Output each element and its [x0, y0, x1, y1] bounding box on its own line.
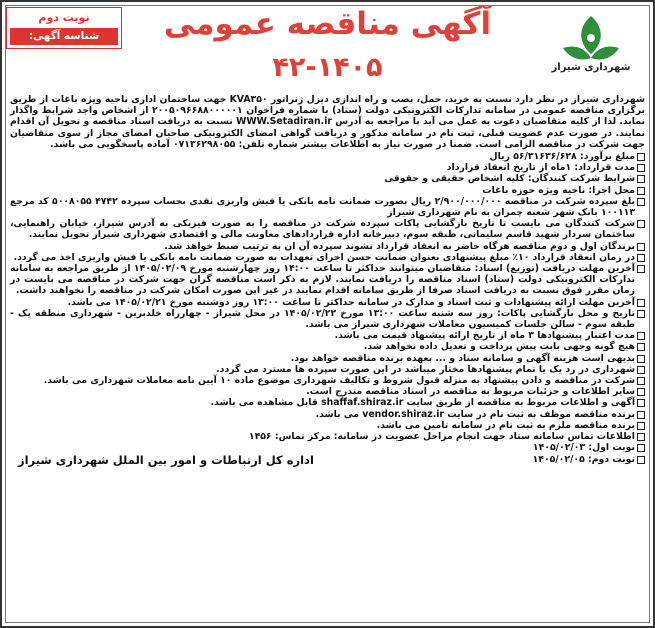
signature: اداره کل ارتباطات و امور بین الملل شهرداری شیراز — [18, 452, 314, 467]
list-item: سایر اطلاعات و جزئیات مربوط به مناقصه در اسناد مناقصه مندرج است. — [10, 386, 645, 397]
list-item: بدیهی است هزینه آگهی و سامانه ستاد و ... بعهده برنده مناقصه خواهد بود. — [10, 353, 645, 364]
notice-round: نوبت دوم — [38, 11, 90, 24]
list-item: شرایط شرکت کنندگان: کلیه اشخاص حقیقی و حقوقی — [10, 173, 645, 184]
intro-paragraph: شهرداری شیراز در نظر دارد نسبت به خرید، حمل، نصب و راه اندازی دیزل ژنراتور KVA۳۵۰ جهت ساختمان اداری ناحیه ویژه باغات از طریق برگزاری مناقصه عمومی در سامانه تدارکات الکترونیکی دولت (ستاد) با شماره فراخوان ۲۰۰۵۰۹۶۶۸۸۰۰۰۰۰۱ از اشخاص واجد شرایط واگذار نماید. لذا از کلیه متقاضیان دعوت به عمل می آید با مراجعه به آدرس WWW.Setadiran.ir نسبت به دریافت اسناد مناقصه و تحویل آن اقدام نمایند. در صورت عدم عضویت قبلی، ثبت نام در سامانه مذکور و دریافت گواهی امضای الکترونیکی صاحبان امضای مجاز از سوی متقاضیان جهت شرکت در مناقصه الزامی است. ضمنا در صورت نیاز به اطلاعات بیشتر شماره تلفن: ۰۷۱۳۶۲۹۸۰۵۵ آماده پاسخگویی می باشد. — [10, 94, 646, 150]
list-item: شهرداری در رد یک یا تمام پیشنهادها مختار میباشد در این صورت سپرده ها مسترد می گردد. — [10, 364, 645, 375]
header — [0, 0, 655, 92]
list-item: در زمان انعقاد قرارداد ۱۰٪ مبلغ پیشنهادی بعنوان ضمانت حسن اجرای تعهدات به صورت ضمانت نامه بانکی یا فیش واریزی اخذ می گردد. — [10, 252, 645, 263]
list-item: مدت قرارداد: ۱ماه از تاریخ انعقاد قرارداد — [10, 162, 645, 173]
notice-id: شناسه آگهی: ۲۱۵۹۹۶۷ — [10, 28, 118, 45]
list-item: شرکت در مناقصه و دادن پیشنهاد به منزله قبول شروط و تکالیف شهرداری موضوع ماده ۱۰ آیین نامه معاملات شهرداری می باشد. — [10, 375, 645, 386]
list-item: آخرین مهلت ارائه پیشنهادات و ثبت اسناد و مدارک در سامانه حداکثر تا ساعت ۱۳:۰۰ روز دوشنبه مورخ ۱۴۰۵/۰۲/۲۱ می باشد. — [10, 297, 645, 308]
list-item: برنده مناقصه ملزم به ثبت نام در سامانه تامین می باشد. — [10, 420, 645, 431]
list-item: هیچ گونه وجهی بابت پیش پرداخت و تعدیل داده نخواهد شد. — [10, 341, 645, 352]
list-item: نوبت دوم: ۱۴۰۵/۰۲/۰۵ — [10, 454, 645, 465]
list-item: تاریخ و محل بازگشایی پاکات: روز سه شنبه ساعت ۱۳:۰۰ مورخ ۱۴۰۵/۰۲/۲۲ در محل شیراز - چهارراه خلدبرین - شهرداری منطقه یک - طبقه سوم - سالن جلسات کمیسیون معاملات شهرداری شیراز می باشد. — [10, 308, 645, 330]
list-item: محل اجرا: ناحیه ویژه حوزه باغات — [10, 185, 645, 196]
logo-label: شهرداری شیراز — [551, 62, 631, 73]
list-item: مدت اعتبار پیشنهادها ۳ ماه از تاریخ ارائه پیشنهاد قیمت می باشد. — [10, 330, 645, 341]
tender-number: ۴۲-۱۴۰۵ — [272, 52, 383, 83]
list-item: اطلاعات تماس سامانه ستاد جهت انجام مراحل عضویت در سامانه: مرکز تماس: ۱۴۵۶ — [10, 431, 645, 442]
list-item: مبلغ برآورد: ۵۶/۳۱۶۳۶/۶۲۸ ریال — [10, 151, 645, 162]
list-item: بلغ سپرده شرکت در مناقصه ۲/۹۰۰/۰۰۰/۰۰۰ ریال بصورت ضمانت نامه بانکی یا فیش واریزی نقدی بحساب سپرده ۴۷۴۲ ۵۰۰۸۰۵۵ کد مرجع ۱۰۰۱۱۳ بانک شهر شعبه چمران به نام شهرداری شیراز — [10, 196, 645, 218]
tender-body — [10, 94, 645, 465]
list-item: آخرین مهلت دریافت (توزیع) اسناد: متقاضیان میتوانند حداکثر تا ساعت ۱۴:۰۰ روز چهارشنبه مورخ ۱۴۰۵/۰۲/۰۹ از طریق مراجعه به سامانه تدارکات الکترونیکی دولت (ستاد) اسناد مناقصه را دریافت نمایند. لازم به ذکر است مناقصه گران جهت شرکت در مناقصه می بایست در زمان مقرر فوق نسبت به دریافت اسناد صرفا از طریق سامانه اقدام نمایند در غیر این صورت امکان شرکت در مناقصه را نخواهند داشت. — [10, 263, 645, 297]
conditions-list — [10, 151, 645, 465]
list-item: آگهی و اطلاعات مربوط به مناقصه از طریق سایت shaffaf.shiraz.ir قابل مشاهده می باشد. — [10, 397, 645, 408]
page-title: آگهی مناقصه عمومی — [163, 6, 492, 42]
list-item: برندگان اول و دوم مناقصه هرگاه حاضر به انعقاد قرارداد نشوند سپرده آن ان به ترتیب ضبط خواهد شد. — [10, 241, 645, 252]
list-item: برنده مناقصه موظف به ثبت نام در سایت vendor.shiraz.ir می باشد. — [10, 409, 645, 420]
list-item: شرکت کنندگان می بایست تا تاریخ بازگشایی پاکات سپرده شرکت در مناقصه را به صورت فیزیکی به آدرس شیراز، خیابان راهنمایی، ساختمان سردار شهید قاسم سلیمانی، طبقه سوم، دبیرخانه اداره قراردادهای معاونت مالی و اقتصادی شهرداری شیراز تحویل نمایند. — [10, 218, 645, 240]
municipality-logo-icon — [541, 8, 641, 88]
list-item: نوبت اول: ۱۴۰۵/۰۲/۰۳ — [10, 442, 645, 453]
